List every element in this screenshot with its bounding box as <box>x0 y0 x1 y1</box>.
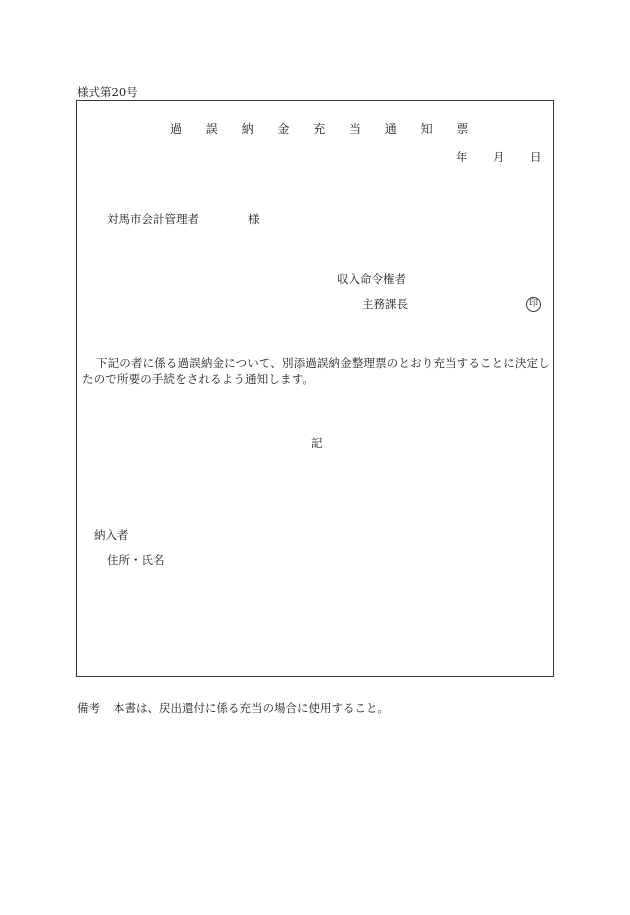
notice-form <box>76 100 554 677</box>
issuer-title: 収入命令権者 <box>337 272 406 286</box>
title-char: 票 <box>456 122 469 136</box>
payer-label: 納入者 <box>94 528 129 542</box>
date-day-label: 日 <box>530 150 542 164</box>
remarks <box>77 700 389 716</box>
title-char: 納 <box>241 122 254 136</box>
document-title <box>170 120 492 137</box>
title-char: 知 <box>420 122 433 136</box>
form-number: 様式第20号 <box>77 85 138 99</box>
notice-body-text: 下記の者に係る過誤納金について、別添過誤納金整理票のとおり充当することに決定したので所要の手続をされるよう通知します。 <box>82 356 550 386</box>
date-year-label: 年 <box>456 150 468 164</box>
seal-mark: 印 <box>526 297 541 312</box>
title-char: 金 <box>277 122 290 136</box>
remarks-text: 本書は、戻出還付に係る充当の場合に使用すること。 <box>113 701 389 715</box>
addressee-honorific: 様 <box>248 212 260 226</box>
issuer-name: 主務課長 <box>362 297 408 311</box>
payer-address-label: 住所・氏名 <box>107 553 165 567</box>
addressee: 対馬市会計管理者 <box>107 212 199 226</box>
date-month-label: 月 <box>493 150 505 164</box>
title-char: 過 <box>170 122 183 136</box>
ki-heading: 記 <box>311 436 323 450</box>
title-char: 当 <box>348 122 361 136</box>
title-char: 誤 <box>205 122 218 136</box>
title-char: 通 <box>384 122 397 136</box>
remarks-label: 備考 <box>77 701 100 715</box>
title-char: 充 <box>313 122 326 136</box>
date-line <box>456 149 567 165</box>
